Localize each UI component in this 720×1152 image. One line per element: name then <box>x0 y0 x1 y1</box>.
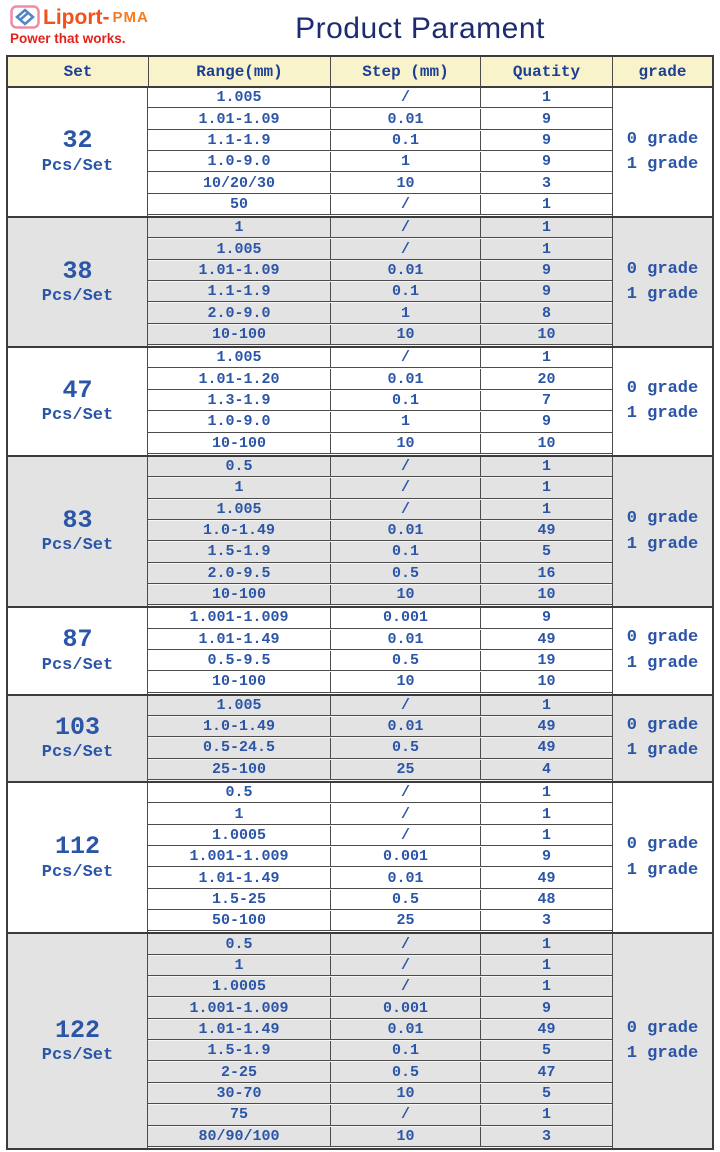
section-rows <box>148 934 612 1147</box>
grade-line: 1 grade <box>626 741 699 761</box>
grade-line: 0 grade <box>626 835 699 855</box>
step-cell: / <box>330 783 480 802</box>
range-cell: 1 <box>234 956 244 974</box>
step-cell: 0.01 <box>330 868 480 887</box>
table-row <box>148 934 612 954</box>
page-header <box>0 0 720 55</box>
range-cell: 50-100 <box>211 912 266 930</box>
table-row <box>148 977 612 997</box>
step-cell: / <box>330 934 480 953</box>
range-cell: 75 <box>229 1106 248 1124</box>
table-row <box>148 261 612 281</box>
step-cell: / <box>330 956 480 975</box>
step-cell: / <box>330 348 480 367</box>
table-row <box>148 282 612 302</box>
quantity-cell: 3 <box>480 911 612 930</box>
quantity-cell: 3 <box>480 173 612 192</box>
step-cell: 25 <box>330 760 480 779</box>
table-row <box>148 630 612 650</box>
step-cell: / <box>330 478 480 497</box>
step-cell: / <box>330 977 480 996</box>
section-rows <box>148 696 612 781</box>
quantity-cell: 3 <box>480 1127 612 1146</box>
quantity-cell: 10 <box>480 672 612 691</box>
table-row <box>148 348 612 368</box>
grade-line: 1 grade <box>626 285 699 305</box>
range-cell: 1.01-1.09 <box>198 261 280 279</box>
step-cell: 1 <box>330 152 480 171</box>
grade-cell <box>612 218 712 346</box>
table-row <box>148 1105 612 1125</box>
step-cell: 10 <box>330 173 480 192</box>
table-row <box>148 239 612 259</box>
step-cell: 1 <box>330 412 480 431</box>
step-cell: 0.5 <box>330 738 480 757</box>
table-row <box>148 195 612 215</box>
quantity-cell: 1 <box>480 500 612 519</box>
quantity-cell: 8 <box>480 303 612 322</box>
range-cell: 1.0005 <box>211 826 266 844</box>
set-section-32 <box>8 88 712 216</box>
set-section-122 <box>8 932 712 1147</box>
step-cell: 10 <box>330 1084 480 1103</box>
range-cell: 1.005 <box>216 240 262 258</box>
table-row <box>148 521 612 541</box>
quantity-cell: 1 <box>480 88 612 107</box>
step-cell: 0.01 <box>330 717 480 736</box>
table-row <box>148 88 612 108</box>
set-unit: Pcs/Set <box>41 406 114 426</box>
step-cell: 0.5 <box>330 1062 480 1081</box>
table-row <box>148 1127 612 1147</box>
range-cell: 1.001-1.009 <box>189 999 289 1017</box>
step-cell: 0.01 <box>330 109 480 128</box>
range-cell: 50 <box>229 195 248 213</box>
section-rows <box>148 348 612 455</box>
step-cell: 10 <box>330 434 480 453</box>
range-cell: 1.005 <box>216 89 262 107</box>
quantity-cell: 1 <box>480 696 612 715</box>
range-cell: 1.01-1.49 <box>198 630 280 648</box>
grade-cell <box>612 608 712 693</box>
step-cell: 0.1 <box>330 282 480 301</box>
table-row <box>148 847 612 867</box>
quantity-cell: 49 <box>480 717 612 736</box>
quantity-cell: 49 <box>480 1020 612 1039</box>
quantity-cell: 1 <box>480 1105 612 1124</box>
table-row <box>148 585 612 605</box>
range-cell: 30-70 <box>216 1084 262 1102</box>
quantity-cell: 49 <box>480 630 612 649</box>
quantity-cell: 5 <box>480 542 612 561</box>
quantity-cell: 49 <box>480 868 612 887</box>
grade-line: 0 grade <box>626 509 699 529</box>
table-row <box>148 1062 612 1082</box>
set-cell <box>8 457 148 606</box>
table-row <box>148 868 612 888</box>
quantity-cell: 1 <box>480 934 612 953</box>
table-row <box>148 457 612 477</box>
quantity-cell: 9 <box>480 152 612 171</box>
set-section-38 <box>8 216 712 346</box>
quantity-cell: 9 <box>480 109 612 128</box>
table-row <box>148 564 612 584</box>
step-cell: / <box>330 239 480 258</box>
step-cell: 0.01 <box>330 261 480 280</box>
grade-line: 1 grade <box>626 860 699 880</box>
range-cell: 10/20/30 <box>202 174 275 192</box>
quantity-cell: 19 <box>480 651 612 670</box>
range-cell: 2.0-9.5 <box>207 564 271 582</box>
range-cell: 0.5 <box>225 935 253 953</box>
table-row <box>148 173 612 193</box>
set-count: 103 <box>54 712 100 742</box>
table-row <box>148 500 612 520</box>
range-cell: 1.0-9.0 <box>207 153 271 171</box>
quantity-cell: 47 <box>480 1062 612 1081</box>
quantity-cell: 1 <box>480 218 612 237</box>
step-cell: / <box>330 500 480 519</box>
range-cell: 1.5-25 <box>211 890 266 908</box>
set-unit: Pcs/Set <box>41 862 114 882</box>
step-cell: 25 <box>330 911 480 930</box>
step-cell: 0.01 <box>330 1020 480 1039</box>
step-cell: / <box>330 457 480 476</box>
range-cell: 1 <box>234 479 244 497</box>
range-cell: 10-100 <box>211 586 266 604</box>
set-unit: Pcs/Set <box>41 536 114 556</box>
step-cell: 0.001 <box>330 608 480 627</box>
step-cell: 0.01 <box>330 521 480 540</box>
table-row <box>148 956 612 976</box>
range-cell: 10-100 <box>211 434 266 452</box>
table-row <box>148 608 612 628</box>
step-cell: 0.5 <box>330 890 480 909</box>
table-row <box>148 542 612 562</box>
range-cell: 1.01-1.09 <box>198 110 280 128</box>
quantity-cell: 1 <box>480 239 612 258</box>
grade-line: 0 grade <box>626 1018 699 1038</box>
set-count: 83 <box>62 505 93 535</box>
spec-table <box>6 55 714 1150</box>
set-cell <box>8 348 148 455</box>
table-row <box>148 890 612 910</box>
table-row <box>148 131 612 151</box>
range-cell: 25-100 <box>211 760 266 778</box>
table-row <box>148 911 612 931</box>
quantity-cell: 7 <box>480 391 612 410</box>
table-row <box>148 369 612 389</box>
quantity-cell: 1 <box>480 478 612 497</box>
table-row <box>148 434 612 454</box>
range-cell: 1.005 <box>216 696 262 714</box>
set-unit: Pcs/Set <box>41 1046 114 1066</box>
set-cell <box>8 88 148 216</box>
set-count: 112 <box>54 832 100 862</box>
range-cell: 0.5 <box>225 784 253 802</box>
section-rows <box>148 608 612 693</box>
grade-line: 0 grade <box>626 129 699 149</box>
table-row <box>148 804 612 824</box>
quantity-cell: 9 <box>480 131 612 150</box>
step-cell: 0.01 <box>330 630 480 649</box>
set-section-103 <box>8 694 712 781</box>
range-cell: 1.01-1.20 <box>198 370 280 388</box>
quantity-cell: 1 <box>480 956 612 975</box>
table-body <box>8 88 712 1148</box>
set-section-83 <box>8 455 712 606</box>
step-cell: 10 <box>330 325 480 344</box>
step-cell: 0.1 <box>330 1041 480 1060</box>
diamond-logo-icon <box>10 5 40 29</box>
range-cell: 1.5-1.9 <box>207 1042 271 1060</box>
range-cell: 1.0-1.49 <box>202 718 275 736</box>
quantity-cell: 10 <box>480 434 612 453</box>
grade-cell <box>612 696 712 781</box>
step-cell: / <box>330 804 480 823</box>
grade-cell <box>612 934 712 1147</box>
range-cell: 1.005 <box>216 349 262 367</box>
step-cell: / <box>330 88 480 107</box>
table-row <box>148 325 612 345</box>
table-row <box>148 760 612 780</box>
table-row <box>148 696 612 716</box>
section-rows <box>148 783 612 932</box>
set-count: 122 <box>54 1015 100 1045</box>
column-header-step-mm: Step (mm) <box>330 57 480 86</box>
quantity-cell: 10 <box>480 325 612 344</box>
table-row <box>148 1084 612 1104</box>
set-unit: Pcs/Set <box>41 655 114 675</box>
range-cell: 0.5-24.5 <box>202 739 275 757</box>
set-cell <box>8 934 148 1147</box>
set-cell <box>8 218 148 346</box>
step-cell: 0.1 <box>330 391 480 410</box>
quantity-cell: 10 <box>480 585 612 604</box>
step-cell: 0.001 <box>330 847 480 866</box>
quantity-cell: 9 <box>480 412 612 431</box>
quantity-cell: 4 <box>480 760 612 779</box>
column-header-set: Set <box>63 62 93 81</box>
quantity-cell: 9 <box>480 847 612 866</box>
grade-line: 0 grade <box>626 259 699 279</box>
step-cell: 0.1 <box>330 542 480 561</box>
step-cell: 10 <box>330 585 480 604</box>
table-row <box>148 109 612 129</box>
range-cell: 1.5-1.9 <box>207 543 271 561</box>
grade-line: 1 grade <box>626 534 699 554</box>
brand-name: Liport- <box>43 5 110 29</box>
table-row <box>148 1020 612 1040</box>
step-cell: 1 <box>330 303 480 322</box>
range-cell: 1.1-1.9 <box>207 131 271 149</box>
range-cell: 1.01-1.49 <box>198 1020 280 1038</box>
range-cell: 1.001-1.009 <box>189 609 289 627</box>
brand-tagline: Power that works. <box>10 31 126 46</box>
column-header-quatity: Quatity <box>480 57 612 86</box>
step-cell: 0.5 <box>330 564 480 583</box>
set-count: 32 <box>62 126 93 156</box>
table-row <box>148 478 612 498</box>
quantity-cell: 1 <box>480 457 612 476</box>
set-section-87 <box>8 606 712 693</box>
step-cell: 0.1 <box>330 131 480 150</box>
section-rows <box>148 88 612 216</box>
set-count: 87 <box>62 625 93 655</box>
table-row <box>148 412 612 432</box>
range-cell: 0.5-9.5 <box>207 652 271 670</box>
quantity-cell: 5 <box>480 1084 612 1103</box>
step-cell: / <box>330 1105 480 1124</box>
quantity-cell: 9 <box>480 608 612 627</box>
quantity-cell: 20 <box>480 369 612 388</box>
grade-cell <box>612 457 712 606</box>
range-cell: 1.001-1.009 <box>189 848 289 866</box>
step-cell: 0.001 <box>330 998 480 1017</box>
quantity-cell: 9 <box>480 282 612 301</box>
grade-line: 1 grade <box>626 404 699 424</box>
range-cell: 80/90/100 <box>198 1127 280 1145</box>
range-cell: 1.1-1.9 <box>207 283 271 301</box>
quantity-cell: 1 <box>480 826 612 845</box>
set-unit: Pcs/Set <box>41 287 114 306</box>
step-cell: 0.01 <box>330 369 480 388</box>
quantity-cell: 48 <box>480 890 612 909</box>
grade-line: 1 grade <box>626 1044 699 1064</box>
range-cell: 10-100 <box>211 325 266 343</box>
range-cell: 1.3-1.9 <box>207 391 271 409</box>
range-cell: 1.0005 <box>211 978 266 996</box>
table-row <box>148 672 612 692</box>
brand-suffix: PMA <box>112 8 149 26</box>
quantity-cell: 1 <box>480 977 612 996</box>
range-cell: 1.01-1.49 <box>198 869 280 887</box>
range-cell: 1.005 <box>216 500 262 518</box>
step-cell: 0.5 <box>330 651 480 670</box>
range-cell: 1 <box>234 219 244 237</box>
step-cell: 10 <box>330 1127 480 1146</box>
grade-line: 0 grade <box>626 628 699 648</box>
set-count: 47 <box>62 375 93 405</box>
table-row <box>148 826 612 846</box>
quantity-cell: 1 <box>480 804 612 823</box>
set-unit: Pcs/Set <box>41 156 114 176</box>
range-cell: 0.5 <box>225 458 253 476</box>
quantity-cell: 1 <box>480 195 612 214</box>
set-unit: Pcs/Set <box>41 743 114 763</box>
table-row <box>148 1041 612 1061</box>
set-section-112 <box>8 781 712 932</box>
set-cell <box>8 783 148 932</box>
column-header-grade: grade <box>612 57 712 86</box>
quantity-cell: 16 <box>480 564 612 583</box>
quantity-cell: 49 <box>480 738 612 757</box>
section-rows <box>148 457 612 606</box>
set-count: 38 <box>62 256 93 286</box>
table-row <box>148 783 612 803</box>
quantity-cell: 9 <box>480 998 612 1017</box>
step-cell: / <box>330 696 480 715</box>
quantity-cell: 1 <box>480 348 612 367</box>
step-cell: / <box>330 218 480 237</box>
table-row <box>148 152 612 172</box>
range-cell: 1.0-1.49 <box>202 522 275 540</box>
quantity-cell: 9 <box>480 261 612 280</box>
grade-line: 1 grade <box>626 653 699 673</box>
step-cell: / <box>330 826 480 845</box>
table-row <box>148 738 612 758</box>
range-cell: 1.0-9.0 <box>207 413 271 431</box>
range-cell: 2-25 <box>220 1063 257 1081</box>
column-header-range-mm: Range(mm) <box>148 57 330 86</box>
range-cell: 10-100 <box>211 673 266 691</box>
table-row <box>148 998 612 1018</box>
set-cell <box>8 696 148 781</box>
grade-cell <box>612 783 712 932</box>
set-section-47 <box>8 346 712 455</box>
grade-cell <box>612 88 712 216</box>
step-cell: 10 <box>330 672 480 691</box>
range-cell: 2.0-9.0 <box>207 304 271 322</box>
section-rows <box>148 218 612 346</box>
set-cell <box>8 608 148 693</box>
grade-line: 0 grade <box>626 378 699 398</box>
grade-line: 0 grade <box>626 715 699 735</box>
range-cell: 1 <box>234 805 244 823</box>
table-row <box>148 651 612 671</box>
table-row <box>148 717 612 737</box>
table-row <box>148 218 612 238</box>
table-row <box>148 391 612 411</box>
step-cell: / <box>330 195 480 214</box>
quantity-cell: 49 <box>480 521 612 540</box>
grade-cell <box>612 348 712 455</box>
table-row <box>148 303 612 323</box>
quantity-cell: 1 <box>480 783 612 802</box>
grade-line: 1 grade <box>626 155 699 175</box>
page-title: Product Parament <box>295 12 545 45</box>
quantity-cell: 5 <box>480 1041 612 1060</box>
table-header-row <box>8 57 712 88</box>
